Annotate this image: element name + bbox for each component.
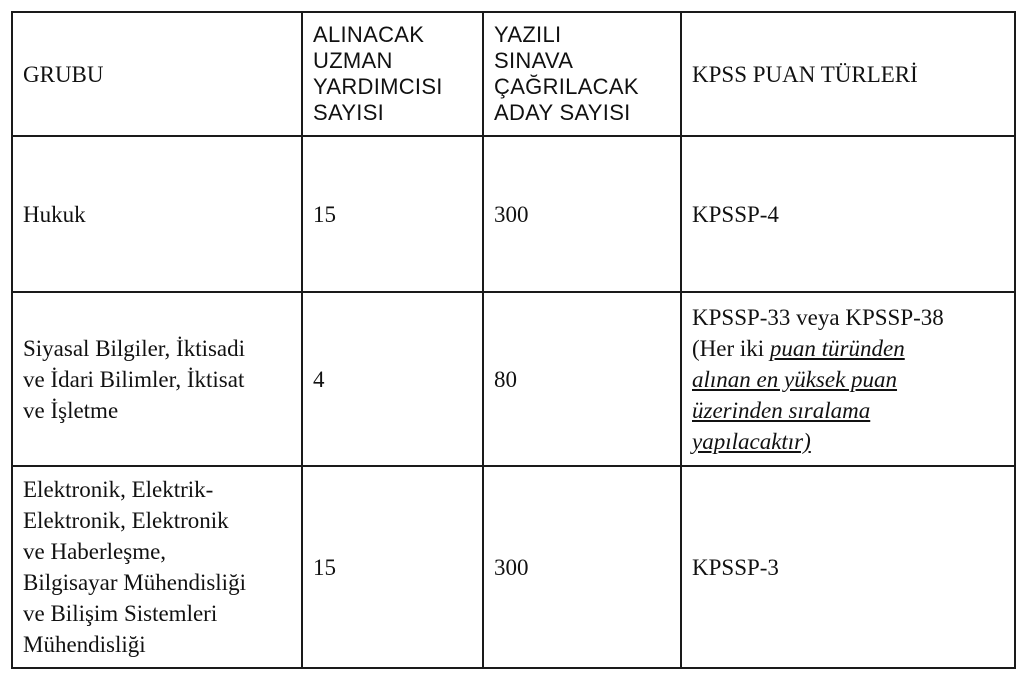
cell-group — [12, 292, 302, 466]
cell-score-type: KPSSP-3 — [681, 466, 1015, 668]
table-row — [12, 292, 1015, 466]
quota-table-container — [11, 11, 1016, 669]
table-row — [12, 136, 1015, 292]
header-candidate-count-line: YAZILI — [494, 22, 562, 47]
header-hire-count-line: SAYISI — [313, 100, 385, 125]
header-hire-count-line: YARDIMCISI — [313, 74, 443, 99]
cell-hire-count: 4 — [302, 292, 483, 466]
group-line: Siyasal Bilgiler, İktisadi — [23, 335, 246, 361]
header-hire-count-line: UZMAN — [313, 48, 393, 73]
header-candidate-count-line: SINAVA — [494, 48, 574, 73]
cell-group — [12, 136, 302, 292]
group-line: ve Bilişim Sistemleri — [23, 601, 218, 626]
header-candidate-count — [483, 12, 681, 136]
score-note-emphasis: üzerinden sıralama — [692, 397, 871, 423]
header-candidate-count-line: ÇAĞRILACAK — [494, 74, 639, 99]
group-line: ve Haberleşme, — [23, 539, 167, 564]
score-note-line — [692, 333, 1004, 364]
quota-table — [11, 11, 1016, 669]
cell-score-type — [681, 292, 1015, 466]
score-type-text: KPSSP-33 veya KPSSP-38 — [692, 304, 944, 330]
cell-candidate-count: 80 — [483, 292, 681, 466]
score-note-emphasis: puan türünden — [769, 335, 905, 361]
header-score-types — [681, 12, 1015, 136]
group-line: Mühendisliği — [23, 632, 146, 657]
table-row — [12, 466, 1015, 668]
header-group — [12, 12, 302, 136]
header-group-label: GRUBU — [23, 61, 104, 87]
score-note-prefix: (Her iki — [692, 335, 770, 361]
header-hire-count — [302, 12, 483, 136]
cell-score-type: KPSSP-4 — [681, 136, 1015, 292]
group-line: Elektronik, Elektronik — [23, 508, 229, 533]
cell-hire-count: 15 — [302, 466, 483, 668]
score-note-emphasis: alınan en yüksek puan — [692, 366, 898, 392]
cell-candidate-count: 300 — [483, 136, 681, 292]
group-line: Bilgisayar Mühendisliği — [23, 570, 246, 595]
group-line: Hukuk — [23, 201, 86, 227]
cell-hire-count: 15 — [302, 136, 483, 292]
table-header-row — [12, 12, 1015, 136]
cell-candidate-count: 300 — [483, 466, 681, 668]
group-line: Elektronik, Elektrik- — [23, 477, 214, 502]
group-line: ve İdari Bilimler, İktisat — [23, 366, 245, 392]
header-hire-count-line: ALINACAK — [313, 22, 425, 47]
group-line: ve İşletme — [23, 397, 119, 423]
header-candidate-count-line: ADAY SAYISI — [494, 100, 631, 125]
header-score-types-label: KPSS PUAN TÜRLERİ — [692, 61, 918, 87]
cell-group — [12, 466, 302, 668]
score-note-emphasis: yapılacaktır) — [692, 428, 811, 454]
